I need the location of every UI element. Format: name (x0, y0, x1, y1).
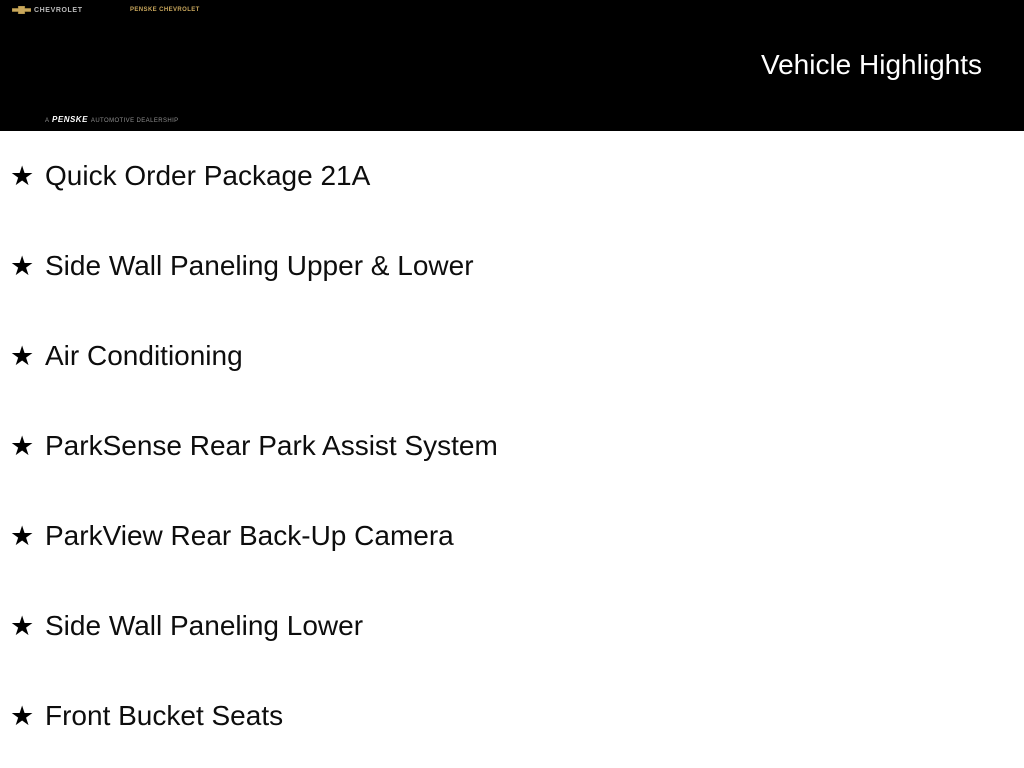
penske-dealership-tagline (45, 115, 179, 124)
list-item (0, 401, 1024, 491)
highlight-label: Quick Order Package 21A (45, 160, 371, 192)
highlight-label: ParkSense Rear Park Assist System (45, 430, 498, 462)
highlight-label: Air Conditioning (45, 340, 243, 372)
page-title: Vehicle Highlights (760, 49, 982, 80)
list-item (0, 581, 1024, 671)
dealership-suffix: AUTOMOTIVE DEALERSHIP (90, 118, 179, 124)
star-icon: ★ (10, 340, 35, 371)
highlight-label: ParkView Rear Back-Up Camera (45, 520, 454, 552)
penske-chevrolet-wordmark: PENSKE CHEVROLET (130, 7, 200, 13)
highlight-label: Front Bucket Seats (45, 700, 284, 732)
highlights-list (0, 131, 1024, 761)
star-icon: ★ (10, 520, 35, 551)
list-item (0, 221, 1024, 311)
chevrolet-brand (12, 6, 83, 14)
header (0, 0, 1024, 131)
highlight-label: Side Wall Paneling Lower (45, 610, 364, 642)
star-icon: ★ (10, 430, 35, 461)
list-item (0, 131, 1024, 221)
penske-logo-wordmark: PENSKE (52, 115, 88, 124)
list-item (0, 311, 1024, 401)
highlight-label: Side Wall Paneling Upper & Lower (45, 250, 474, 282)
list-item (0, 671, 1024, 761)
chevrolet-bowtie-icon (12, 6, 31, 14)
list-item (0, 491, 1024, 581)
star-icon: ★ (10, 700, 35, 731)
star-icon: ★ (10, 160, 35, 191)
chevrolet-wordmark: CHEVROLET (34, 6, 83, 14)
star-icon: ★ (10, 250, 35, 281)
dealership-prefix: A (45, 118, 50, 124)
star-icon: ★ (10, 610, 35, 641)
